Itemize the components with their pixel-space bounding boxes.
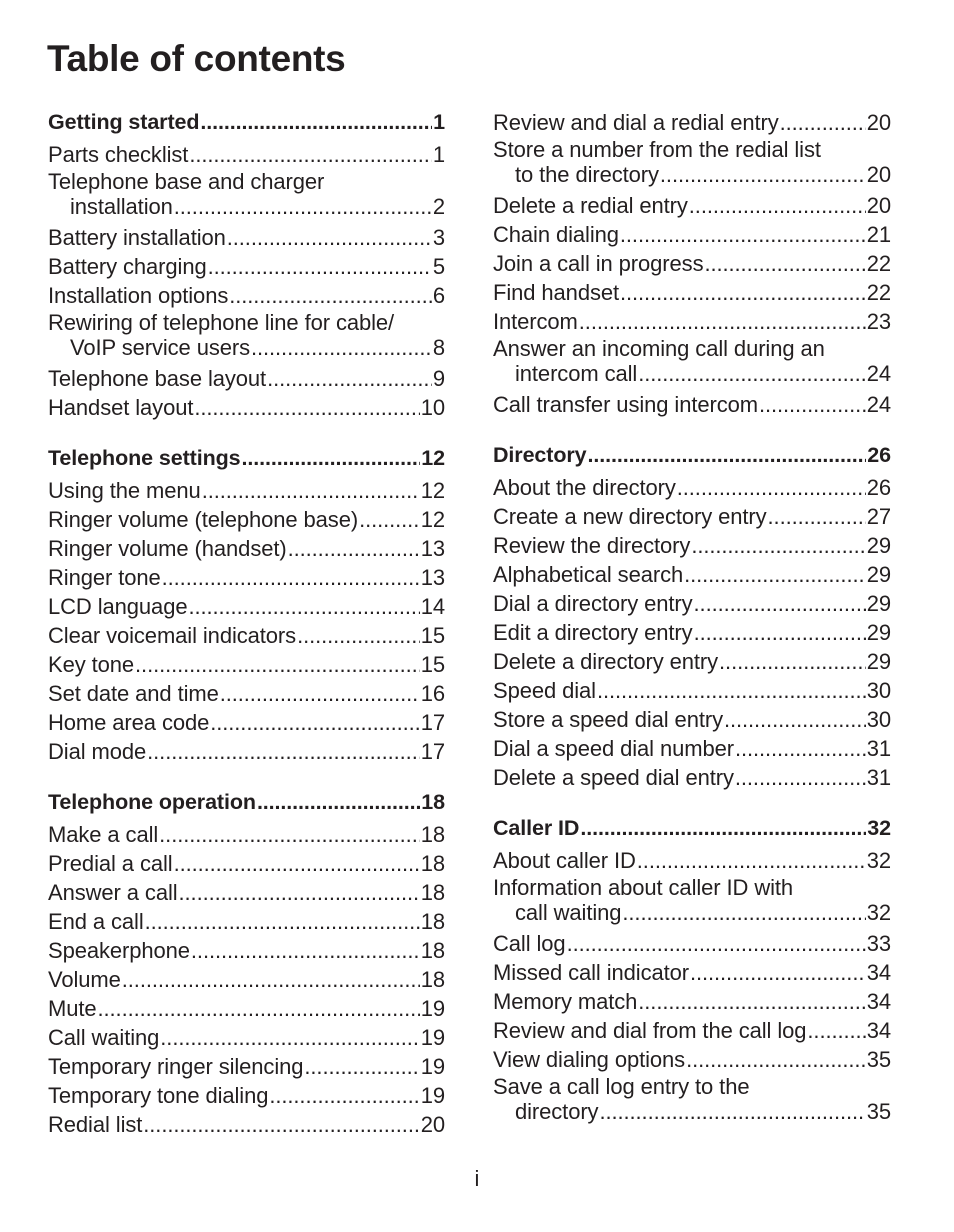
toc-entry[interactable] (48, 281, 445, 310)
toc-page-number: 20 (866, 162, 891, 187)
toc-entry[interactable] (493, 390, 891, 419)
toc-entry-label: Mute (48, 996, 97, 1021)
toc-entry-label-line: Save a call log entry to the (493, 1074, 750, 1099)
toc-entry[interactable] (48, 737, 445, 766)
toc-entry[interactable] (493, 1045, 891, 1074)
toc-entry[interactable] (48, 650, 445, 679)
dot-leader (251, 335, 432, 360)
toc-entry-label: Answer a call (48, 880, 178, 905)
dot-leader (242, 444, 421, 473)
dot-leader (160, 1023, 419, 1052)
toc-entry[interactable] (493, 618, 891, 647)
toc-page-number: 29 (866, 620, 891, 645)
toc-page-number: 34 (866, 960, 891, 985)
toc-page-number: 18 (420, 967, 445, 992)
dot-leader (620, 220, 866, 249)
toc-page-number: 21 (866, 222, 891, 247)
toc-entry[interactable] (493, 137, 891, 187)
toc-page-number: 18 (421, 790, 445, 814)
toc-entry-label: About caller ID (493, 848, 636, 873)
toc-page-number: 24 (866, 361, 891, 386)
toc-page-number: 5 (432, 254, 445, 279)
toc-page-number: 18 (420, 822, 445, 847)
toc-left-column (48, 108, 445, 1161)
toc-entry[interactable] (493, 1016, 891, 1045)
dot-leader (689, 191, 866, 220)
toc-entry-label: View dialing options (493, 1047, 686, 1072)
toc-page-number: 20 (866, 110, 891, 135)
toc-entry[interactable] (493, 220, 891, 249)
toc-page-number: 13 (420, 565, 445, 590)
dot-leader (145, 907, 420, 936)
toc-entry[interactable] (48, 310, 445, 360)
toc-entry-label: Clear voicemail indicators (48, 623, 297, 648)
dot-leader (188, 592, 419, 621)
page-title: Table of contents (47, 38, 346, 79)
dot-leader (159, 820, 420, 849)
toc-page-number: 9 (432, 366, 445, 391)
dot-leader (704, 249, 865, 278)
toc-page-number: 1 (433, 110, 445, 134)
toc-section (48, 444, 445, 766)
dot-leader (694, 618, 866, 647)
toc-entry-label: Make a call (48, 822, 159, 847)
toc-page-number: 32 (867, 816, 891, 840)
toc-entry-label: Temporary ringer silencing (48, 1054, 304, 1079)
dot-leader (135, 650, 420, 679)
toc-entry[interactable] (493, 929, 891, 958)
toc-entry[interactable] (493, 108, 891, 137)
toc-entry[interactable] (48, 621, 445, 650)
toc-entry[interactable] (48, 476, 445, 505)
toc-page-number: 15 (420, 623, 445, 648)
toc-entry[interactable] (493, 531, 891, 560)
toc-entry-label-line: Rewiring of telephone line for cable/ (48, 310, 395, 335)
toc-page-number: 34 (866, 1018, 891, 1043)
toc-entry[interactable] (48, 140, 445, 169)
toc-page-number: 18 (420, 938, 445, 963)
toc-entry-label: Predial a call (48, 851, 173, 876)
dot-leader (780, 108, 866, 137)
toc-section-heading[interactable] (48, 788, 445, 817)
toc-entry-label: Delete a directory entry (493, 649, 719, 674)
toc-entry-label: Telephone base layout (48, 366, 267, 391)
toc-entry-label: Ringer volume (handset) (48, 536, 287, 561)
dot-leader (620, 278, 866, 307)
toc-entry[interactable] (48, 534, 445, 563)
toc-page-number: 33 (866, 931, 891, 956)
dot-leader (174, 194, 432, 219)
toc-entry-label: installation (70, 194, 173, 219)
toc-entry-label: call waiting (515, 900, 622, 925)
toc-page-number: 29 (866, 562, 891, 587)
toc-entry[interactable] (48, 592, 445, 621)
toc-page-number: 22 (866, 280, 891, 305)
dot-leader (637, 846, 866, 875)
dot-leader (143, 1110, 419, 1139)
toc-entry-label: Speakerphone (48, 938, 190, 963)
toc-entry-label: LCD language (48, 594, 188, 619)
toc-entry-label: Battery charging (48, 254, 207, 279)
toc-entry-label: Chain dialing (493, 222, 619, 247)
toc-entry-label: Memory match (493, 989, 638, 1014)
toc-entry[interactable] (48, 878, 445, 907)
toc-entry-label: Using the menu (48, 478, 201, 503)
dot-leader (684, 560, 866, 589)
toc-entry-label: to the directory (515, 162, 659, 187)
toc-entry[interactable] (48, 820, 445, 849)
dot-leader (638, 361, 866, 386)
dot-leader (759, 390, 866, 419)
dot-leader (691, 531, 865, 560)
toc-entry-label: Volume (48, 967, 121, 992)
toc-entry[interactable] (48, 223, 445, 252)
toc-entry-label: Handset layout (48, 395, 194, 420)
toc-entry-label: Delete a redial entry (493, 193, 688, 218)
page-number: i (474, 1166, 480, 1191)
toc-entry-label: Ringer tone (48, 565, 161, 590)
toc-page-number: 31 (866, 736, 891, 761)
toc-page-number: 29 (866, 649, 891, 674)
toc-entry[interactable] (48, 252, 445, 281)
toc-entry-label: Speed dial (493, 678, 596, 703)
toc-entry-label: Create a new directory entry (493, 504, 767, 529)
toc-section (48, 788, 445, 1139)
toc-page-number: 23 (866, 309, 891, 334)
toc-section (493, 441, 891, 792)
toc-page-number: 32 (866, 900, 891, 925)
toc-section (493, 108, 891, 419)
toc-page-number: 12 (420, 478, 445, 503)
toc-page-number: 27 (866, 504, 891, 529)
dot-leader (179, 878, 420, 907)
toc-entry-label: Dial a directory entry (493, 591, 693, 616)
dot-leader (768, 502, 866, 531)
dot-leader (599, 1099, 865, 1124)
toc-entry-label: Call transfer using intercom (493, 392, 758, 417)
toc-page-number: 14 (420, 594, 445, 619)
toc-page-number: 35 (866, 1099, 891, 1124)
toc-entry[interactable] (493, 502, 891, 531)
toc-entry[interactable] (48, 505, 445, 534)
toc-page-number: 20 (866, 193, 891, 218)
toc-page-number: 12 (421, 446, 445, 470)
dot-leader (202, 476, 420, 505)
toc-entry[interactable] (493, 473, 891, 502)
toc-entry-label: intercom call (515, 361, 638, 386)
toc-entry-label: Caller ID (493, 816, 580, 840)
toc-page-number: 16 (420, 681, 445, 706)
toc-page-number: 22 (866, 251, 891, 276)
toc-entry-label: Store a speed dial entry (493, 707, 723, 732)
dot-leader (694, 589, 866, 618)
toc-entry[interactable] (493, 191, 891, 220)
toc-page-number: 8 (432, 335, 445, 360)
toc-page-number: 19 (420, 1083, 445, 1108)
toc-entry-label-line: Telephone base and charger (48, 169, 325, 194)
dot-leader (269, 1081, 419, 1110)
toc-page-number: 20 (420, 1112, 445, 1137)
toc-entry[interactable] (48, 936, 445, 965)
toc-entry[interactable] (493, 249, 891, 278)
toc-entry[interactable] (493, 958, 891, 987)
dot-leader (98, 994, 420, 1023)
toc-entry-label: Set date and time (48, 681, 219, 706)
toc-entry[interactable] (493, 278, 891, 307)
dot-leader (735, 734, 866, 763)
dot-leader (122, 965, 420, 994)
toc-entry[interactable] (493, 647, 891, 676)
toc-page-number: 24 (866, 392, 891, 417)
toc-entry-label: Edit a directory entry (493, 620, 693, 645)
dot-leader (724, 705, 866, 734)
toc-entry-label: Call log (493, 931, 566, 956)
toc-entry[interactable] (48, 364, 445, 393)
toc-page-number: 18 (420, 880, 445, 905)
dot-leader (220, 679, 420, 708)
toc-entry[interactable] (493, 307, 891, 336)
toc-page-number: 19 (420, 1054, 445, 1079)
toc-entry[interactable] (493, 589, 891, 618)
toc-entry-label: Parts checklist (48, 142, 189, 167)
toc-section-heading[interactable] (493, 441, 891, 470)
dot-leader (677, 473, 866, 502)
toc-entry-label: Call waiting (48, 1025, 160, 1050)
toc-entry-label: Alphabetical search (493, 562, 684, 587)
dot-leader (638, 987, 865, 1016)
dot-leader (359, 505, 420, 534)
toc-entry[interactable] (493, 763, 891, 792)
dot-leader (229, 281, 432, 310)
toc-entry-label: Review the directory (493, 533, 691, 558)
toc-page-number: 30 (866, 678, 891, 703)
toc-right-column (493, 108, 891, 1146)
toc-entry[interactable] (48, 708, 445, 737)
toc-entry-label: Find handset (493, 280, 619, 305)
toc-section (493, 814, 891, 1124)
toc-entry[interactable] (493, 846, 891, 875)
toc-entry[interactable] (48, 965, 445, 994)
toc-entry-label: Redial list (48, 1112, 143, 1137)
toc-entry[interactable] (48, 563, 445, 592)
toc-section-heading[interactable] (48, 444, 445, 473)
toc-entry-label: Directory (493, 443, 587, 467)
toc-section (48, 108, 445, 422)
toc-entry[interactable] (48, 393, 445, 422)
dot-leader (194, 393, 419, 422)
toc-entry-label-line: Store a number from the redial list (493, 137, 821, 162)
toc-entry-label: Ringer volume (telephone base) (48, 507, 359, 532)
dot-leader (686, 1045, 866, 1074)
toc-page-number: 30 (866, 707, 891, 732)
dot-leader (579, 307, 866, 336)
dot-leader (147, 737, 420, 766)
dot-leader (200, 108, 432, 137)
dot-leader (580, 814, 866, 843)
toc-entry[interactable] (48, 1110, 445, 1139)
toc-entry[interactable] (493, 1074, 891, 1124)
dot-leader (191, 936, 420, 965)
toc-section-heading[interactable] (493, 814, 891, 843)
toc-page-number: 10 (420, 395, 445, 420)
dot-leader (162, 563, 420, 592)
toc-page-number: 26 (867, 443, 891, 467)
toc-entry[interactable] (493, 734, 891, 763)
toc-entry-label: Battery installation (48, 225, 226, 250)
dot-leader (660, 162, 866, 187)
toc-page-number: 17 (420, 739, 445, 764)
dot-leader (567, 929, 866, 958)
toc-entry[interactable] (493, 987, 891, 1016)
toc-entry-label: End a call (48, 909, 144, 934)
toc-entry-label: Dial a speed dial number (493, 736, 734, 761)
toc-page-number: 12 (420, 507, 445, 532)
toc-entry[interactable] (493, 875, 891, 925)
toc-entry-label: Join a call in progress (493, 251, 704, 276)
toc-entry-label: About the directory (493, 475, 676, 500)
toc-entry[interactable] (493, 705, 891, 734)
toc-entry[interactable] (493, 336, 891, 386)
toc-page-number: 13 (420, 536, 445, 561)
toc-page-number: 31 (866, 765, 891, 790)
dot-leader (588, 441, 867, 470)
toc-page-number: 1 (432, 142, 445, 167)
toc-entry-label: directory (515, 1099, 599, 1124)
dot-leader (297, 621, 420, 650)
dot-leader (735, 763, 866, 792)
toc-entry-label: Review and dial a redial entry (493, 110, 779, 135)
toc-page-number: 19 (420, 1025, 445, 1050)
toc-page-number: 35 (866, 1047, 891, 1072)
toc-entry[interactable] (48, 679, 445, 708)
toc-page-number: 29 (866, 591, 891, 616)
toc-entry-label-line: Answer an incoming call during an (493, 336, 825, 361)
toc-entry-label: Key tone (48, 652, 135, 677)
toc-entry[interactable] (48, 994, 445, 1023)
toc-entry-label: Telephone operation (48, 790, 256, 814)
toc-page-number: 32 (866, 848, 891, 873)
toc-page-number: 15 (420, 652, 445, 677)
toc-page-number: 34 (866, 989, 891, 1014)
toc-entry[interactable] (48, 849, 445, 878)
toc-entry-label: Dial mode (48, 739, 147, 764)
dot-leader (288, 534, 420, 563)
toc-page-number: 6 (432, 283, 445, 308)
toc-page-number: 18 (420, 851, 445, 876)
toc-page-number: 3 (432, 225, 445, 250)
dot-leader (208, 252, 432, 281)
toc-entry[interactable] (493, 676, 891, 705)
dot-leader (227, 223, 432, 252)
toc-entry[interactable] (48, 1081, 445, 1110)
dot-leader (267, 364, 432, 393)
toc-entry-label: Delete a speed dial entry (493, 765, 734, 790)
toc-page-number: 19 (420, 996, 445, 1021)
dot-leader (210, 708, 419, 737)
dot-leader (304, 1052, 419, 1081)
toc-entry-label: Intercom (493, 309, 578, 334)
toc-page-number: 17 (420, 710, 445, 735)
toc-entry-label: Missed call indicator (493, 960, 689, 985)
toc-entry-label: Review and dial from the call log (493, 1018, 807, 1043)
dot-leader (189, 140, 432, 169)
dot-leader (597, 676, 866, 705)
toc-entry-label-line: Information about caller ID with (493, 875, 794, 900)
toc-entry[interactable] (48, 907, 445, 936)
toc-entry-label: Temporary tone dialing (48, 1083, 269, 1108)
toc-entry-label: VoIP service users (70, 335, 250, 360)
dot-leader (622, 900, 865, 925)
toc-entry[interactable] (48, 1023, 445, 1052)
toc-page-number: 2 (432, 194, 445, 219)
toc-section-heading[interactable] (48, 108, 445, 137)
toc-entry[interactable] (493, 560, 891, 589)
toc-entry[interactable] (48, 169, 445, 219)
toc-entry-label: Installation options (48, 283, 229, 308)
dot-leader (257, 788, 420, 817)
toc-entry-label: Telephone settings (48, 446, 241, 470)
dot-leader (719, 647, 866, 676)
dot-leader (174, 849, 420, 878)
toc-page-number: 29 (866, 533, 891, 558)
toc-entry[interactable] (48, 1052, 445, 1081)
toc-entry-label: Home area code (48, 710, 210, 735)
dot-leader (690, 958, 866, 987)
dot-leader (807, 1016, 865, 1045)
toc-page-number: 26 (866, 475, 891, 500)
toc-entry-label: Getting started (48, 110, 200, 134)
toc-page-number: 18 (420, 909, 445, 934)
